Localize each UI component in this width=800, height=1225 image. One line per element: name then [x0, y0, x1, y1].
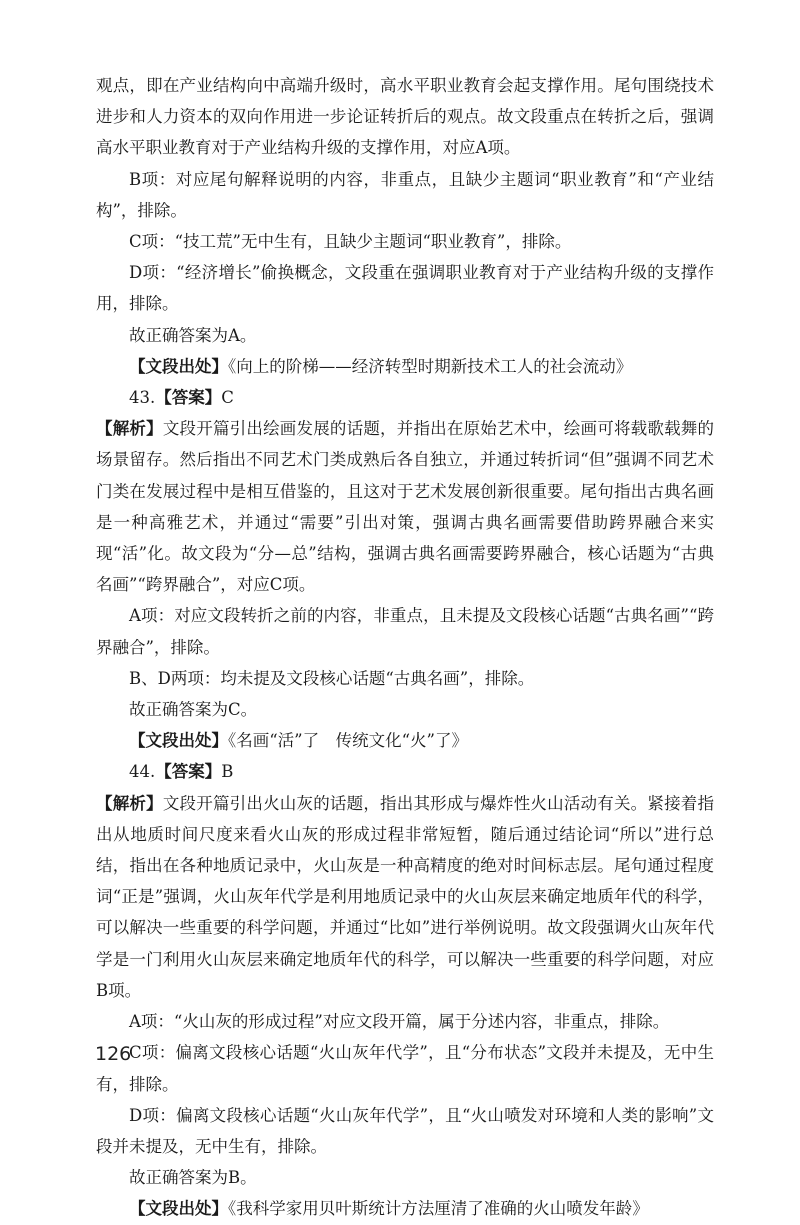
section-tag: 【文段出处】: [129, 356, 228, 376]
paragraph-text: D项：“经济增长”偷换概念，文段重在强调职业教育对于产业结构升级的支撑作用，排除。: [96, 263, 714, 314]
paragraph-p19: [96, 1193, 714, 1224]
paragraph-text: B项：对应尾句解释说明的内容，非重点，且缺少主题词“职业教育”和“产业结构”，排除。: [96, 169, 714, 220]
page-number: 126: [95, 1043, 132, 1065]
paragraph-p7: [96, 382, 714, 413]
paragraph-text: 《名画“活”了 传统文化“火”了》: [228, 731, 468, 751]
paragraph-text: 文段开篇引出火山灰的话题，指出其形成与爆炸性火山活动有关。紧接着指出从地质时间尺度来看火山灰的形成过程非常短暂，随后通过结论词“所以”进行总结，指出在各种地质记录中，火山灰是一种高精度的绝对时间标志层。尾句通过程度词“正是”强调，火山灰年代学是利用地质记录中的火山灰层来确定地质年代的科学，可以解决一些重要的科学问题，并通过“比如”进行举例说明。故文段强调火山灰年代学是一门利用火山灰层来确定地质年代的科学，可以解决一些重要的科学问题，对应B项。: [96, 793, 715, 1000]
paragraph-text: C: [221, 388, 234, 408]
paragraph-text: B、D两项：均未提及文段核心话题“古典名画”，排除。: [129, 668, 535, 688]
section-tag: 【答案】: [155, 388, 222, 408]
paragraph-text: 故正确答案为A。: [129, 325, 257, 345]
section-tag: 【文段出处】: [129, 1199, 228, 1219]
paragraph-text: A项：对应文段转折之前的内容，非重点，且未提及文段核心话题“古典名画”“跨界融合”，排除。: [96, 606, 714, 657]
section-tag: 【文段出处】: [129, 731, 228, 751]
paragraph-p3: [96, 226, 714, 257]
section-tag: 【解析】: [96, 793, 163, 813]
paragraph-p4: [96, 257, 714, 319]
paragraph-text: C项：“技工荒”无中生有，且缺少主题词“职业教育”，排除。: [129, 232, 572, 252]
paragraph-text: 《向上的阶梯——经济转型时期新技术工人的社会流动》: [228, 356, 633, 376]
paragraph-text: A项：“火山灰的形成过程”对应文段开篇，属于分述内容，非重点，排除。: [129, 1012, 670, 1032]
paragraph-text: 故正确答案为B。: [129, 1168, 257, 1188]
paragraph-p12: [96, 725, 714, 756]
section-tag: 【答案】: [155, 762, 222, 782]
paragraph-text: 观点，即在产业结构向中高端升级时，高水平职业教育会起支撑作用。尾句围绕技术进步和人力资本的双向作用进一步论证转折后的观点。故文段重点在转折之后，强调高水平职业教育对于产业结构升级的支撑作用，对应A项。: [96, 76, 714, 158]
paragraph-text: C项：偏离文段核心话题“火山灰年代学”，且“分布状态”文段并未提及，无中生有，排除。: [96, 1043, 714, 1094]
paragraph-p11: [96, 694, 714, 725]
paragraph-text: 故正确答案为C。: [129, 700, 258, 720]
paragraph-p14: [96, 788, 714, 1006]
paragraph-text: 《我科学家用贝叶斯统计方法厘清了准确的火山喷发年龄》: [228, 1199, 649, 1219]
question-number: 43.: [129, 388, 156, 408]
paragraph-text: D项：偏离文段核心话题“火山灰年代学”，且“火山喷发对环境和人类的影响”文段并未提及，无中生有，排除。: [96, 1105, 714, 1156]
paragraph-p10: [96, 663, 714, 694]
paragraph-p13: [96, 756, 714, 787]
paragraph-text: B: [221, 762, 234, 782]
paragraph-text: 文段开篇引出绘画发展的话题，并指出在原始艺术中，绘画可将载歌载舞的场景留存。然后指出不同艺术门类成熟后各自独立，并通过转折词“但”强调不同艺术门类在发展过程中是相互借鉴的，且这对于艺术发展创新很重要。尾句指出古典名画是一种高雅艺术，并通过“需要”引出对策，强调古典名画需要借助跨界融合来实现“活”化。故文段为“分—总”结构，强调古典名画需要跨界融合，核心话题为“古典名画”“跨界融合”，对应C项。: [96, 419, 715, 595]
paragraph-p1: [96, 70, 714, 164]
paragraph-p16: [96, 1037, 714, 1099]
paragraph-p5: [96, 320, 714, 351]
section-tag: 【解析】: [96, 419, 163, 439]
paragraph-p18: [96, 1162, 714, 1193]
question-number: 44.: [129, 762, 156, 782]
paragraph-p9: [96, 600, 714, 662]
paragraph-p2: [96, 164, 714, 226]
paragraph-p6: [96, 351, 714, 382]
paragraph-p15: [96, 1006, 714, 1037]
body-text: [96, 70, 714, 1225]
paragraph-p17: [96, 1100, 714, 1162]
paragraph-p8: [96, 413, 714, 600]
